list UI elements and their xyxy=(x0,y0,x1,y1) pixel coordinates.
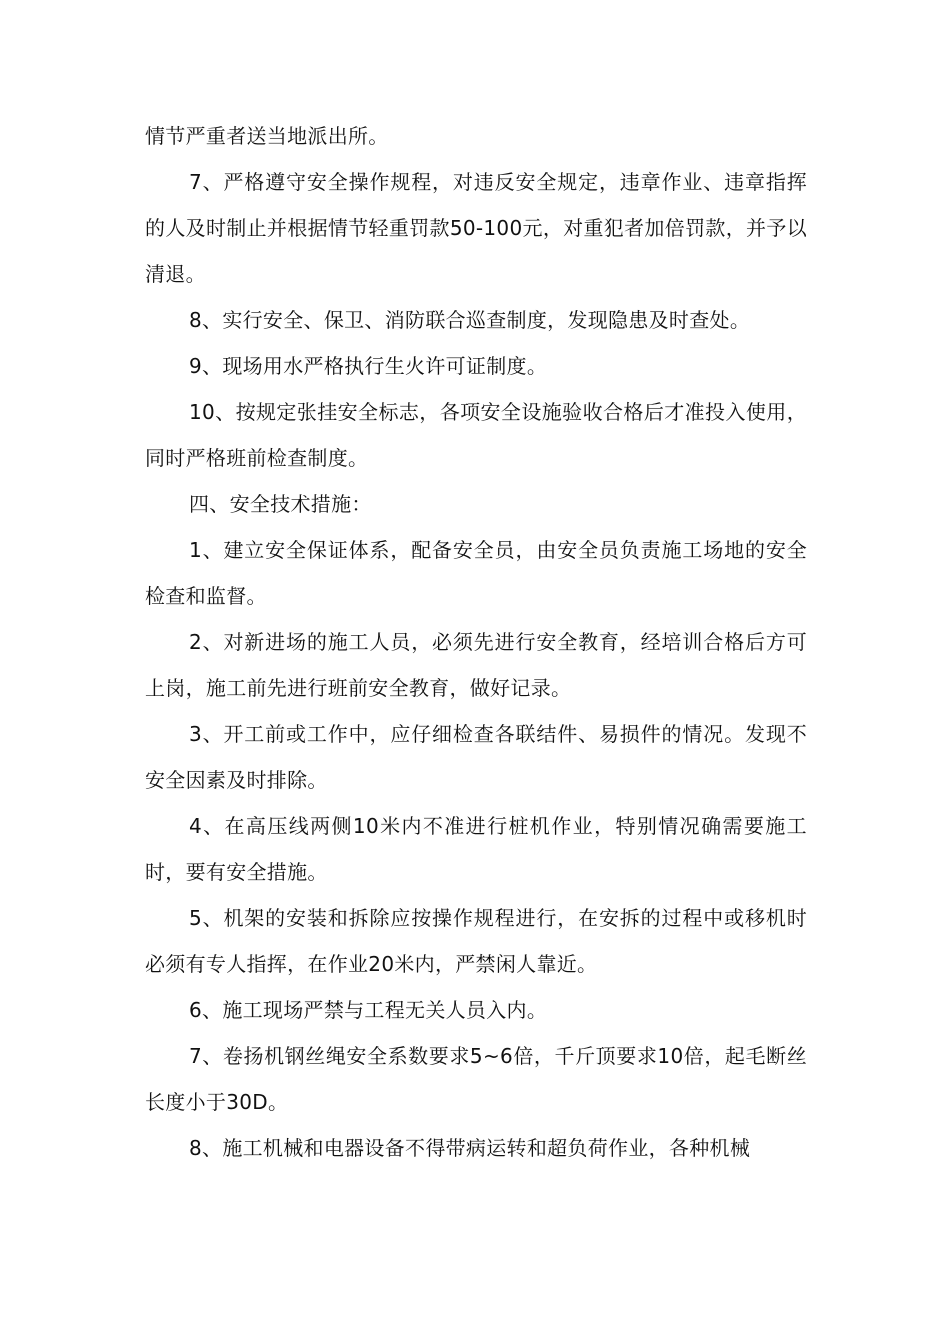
paragraph-measure-1: 1、建立安全保证体系，配备安全员，由安全员负责施工场地的安全检查和监督。 xyxy=(145,538,807,608)
paragraph-rule-7: 7、严格遵守安全操作规程，对违反安全规定，违章作业、违章指挥的人及时制止并根据情节轻重罚款50-100元，对重犯者加倍罚款，并予以清退。 xyxy=(145,170,807,286)
paragraph-measure-8: 8、施工机械和电器设备不得带病运转和超负荷作业，各种机械 xyxy=(189,1136,751,1160)
paragraph-rule-10: 10、按规定张挂安全标志，各项安全设施验收合格后才准投入使用，同时严格班前检查制度。 xyxy=(145,400,807,470)
paragraph-measure-3: 3、开工前或工作中，应仔细检查各联结件、易损件的情况。发现不安全因素及时排除。 xyxy=(145,722,807,792)
paragraph-measure-4: 4、在高压线两侧10米内不准进行桩机作业，特别情况确需要施工时，要有安全措施。 xyxy=(145,814,807,884)
document-body xyxy=(145,113,807,1171)
paragraph-rule-9: 9、现场用水严格执行生火许可证制度。 xyxy=(189,354,548,378)
paragraph-rule-8: 8、实行安全、保卫、消防联合巡查制度，发现隐患及时查处。 xyxy=(189,308,751,332)
section-heading-safety-measures: 四、安全技术措施： xyxy=(189,492,372,516)
paragraph-continuation: 情节严重者送当地派出所。 xyxy=(145,124,389,148)
paragraph-measure-5: 5、机架的安装和拆除应按操作规程进行，在安拆的过程中或移机时必须有专人指挥，在作业20米内，严禁闲人靠近。 xyxy=(145,906,807,976)
paragraph-measure-2: 2、对新进场的施工人员，必须先进行安全教育，经培训合格后方可上岗，施工前先进行班前安全教育，做好记录。 xyxy=(145,630,807,700)
paragraph-measure-7: 7、卷扬机钢丝绳安全系数要求5~6倍，千斤顶要求10倍，起毛断丝长度小于30D。 xyxy=(145,1044,807,1114)
paragraph-measure-6: 6、施工现场严禁与工程无关人员入内。 xyxy=(189,998,548,1022)
